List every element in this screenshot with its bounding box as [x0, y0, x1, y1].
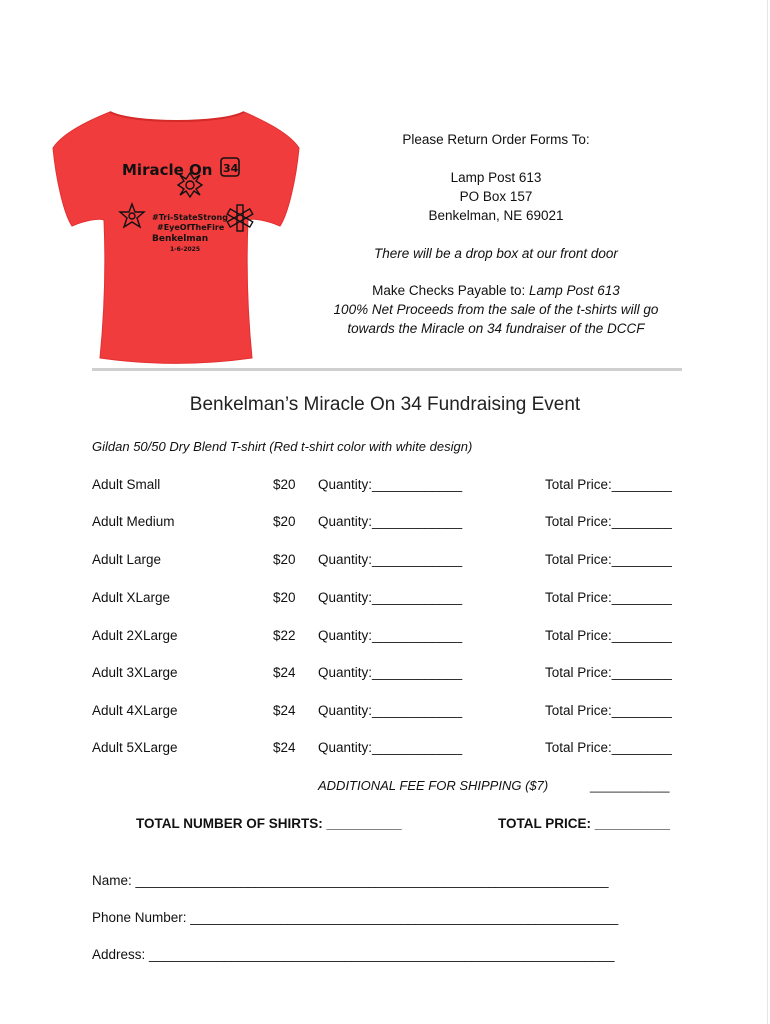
size-label: Adult 3XLarge	[92, 665, 178, 680]
shipping-fee-label: ADDITIONAL FEE FOR SHIPPING ($7)	[318, 778, 549, 793]
total-price-field[interactable]: Total Price:________	[545, 552, 672, 567]
size-label: Adult Large	[92, 552, 162, 567]
quantity-field[interactable]: Quantity:____________	[318, 590, 463, 605]
order-row	[0, 514, 770, 534]
proceeds-line-2: towards the Miracle on 34 fundraiser of the DCCF	[347, 321, 645, 336]
order-row	[0, 477, 770, 497]
address-line-3: Benkelman, NE 69021	[428, 208, 564, 223]
total-price-field[interactable]: Total Price:________	[545, 514, 672, 529]
event-title: Benkelman’s Miracle On 34 Fundraising Event	[189, 394, 581, 415]
return-heading: Please Return Order Forms To:	[402, 132, 590, 147]
phone-field[interactable]: Phone Number: _________________________________________________________	[92, 910, 619, 925]
tshirt-date: 1-6-2025	[170, 246, 201, 253]
total-shirts-field[interactable]: TOTAL NUMBER OF SHIRTS: __________	[136, 816, 402, 831]
page-edge	[767, 0, 768, 1024]
size-label: Adult 4XLarge	[92, 703, 178, 718]
order-row	[0, 665, 770, 685]
price-label: $24	[273, 703, 296, 718]
tshirt-hashtag-2: #EyeOfTheFire	[157, 223, 225, 232]
quantity-field[interactable]: Quantity:____________	[318, 740, 463, 755]
price-label: $20	[273, 590, 296, 605]
order-row	[0, 552, 770, 572]
section-divider	[92, 368, 682, 371]
total-price-field[interactable]: Total Price:________	[545, 590, 672, 605]
quantity-field[interactable]: Quantity:____________	[318, 552, 463, 567]
tshirt-town: Benkelman	[152, 234, 209, 244]
price-label: $24	[273, 740, 296, 755]
order-row	[0, 628, 770, 648]
address-line-1: Lamp Post 613	[450, 170, 542, 185]
quantity-field[interactable]: Quantity:____________	[318, 703, 463, 718]
address-field[interactable]: Address: ______________________________________________________________	[92, 947, 615, 962]
total-price-field[interactable]: Total Price:________	[545, 628, 672, 643]
price-label: $22	[273, 628, 296, 643]
total-price-summary-field[interactable]: TOTAL PRICE: __________	[498, 816, 670, 831]
size-label: Adult Small	[92, 477, 161, 492]
checks-payable	[320, 281, 672, 300]
tshirt-hashtag-1: #Tri-StateStrong	[152, 213, 228, 222]
quantity-field[interactable]: Quantity:____________	[318, 665, 463, 680]
shirt-description: Gildan 50/50 Dry Blend T-shirt (Red t-shirt color with white design)	[92, 439, 473, 454]
tshirt-image	[52, 108, 300, 365]
price-label: $20	[273, 477, 296, 492]
proceeds-line-1: 100% Net Proceeds from the sale of the t-shirts will go	[333, 302, 659, 317]
size-label: Adult 2XLarge	[92, 628, 178, 643]
drop-box-note: There will be a drop box at our front door	[374, 246, 618, 261]
order-row	[0, 740, 770, 760]
checks-label: Make Checks Payable to:	[372, 283, 529, 298]
order-row	[0, 590, 770, 610]
name-field[interactable]: Name: _______________________________________________________________	[92, 873, 609, 888]
total-price-field[interactable]: Total Price:________	[545, 740, 672, 755]
size-label: Adult XLarge	[92, 590, 171, 605]
tshirt-number: 34	[223, 162, 239, 175]
checks-payee: Lamp Post 613	[529, 283, 620, 298]
order-row	[0, 703, 770, 723]
price-label: $24	[273, 665, 296, 680]
quantity-field[interactable]: Quantity:____________	[318, 628, 463, 643]
address-line-2: PO Box 157	[459, 189, 533, 204]
tshirt-title: Miracle On	[122, 161, 213, 179]
shipping-fee-field[interactable]: ___________	[590, 778, 670, 793]
total-price-field[interactable]: Total Price:________	[545, 665, 672, 680]
quantity-field[interactable]: Quantity:____________	[318, 514, 463, 529]
size-label: Adult 5XLarge	[92, 740, 178, 755]
price-label: $20	[273, 514, 296, 529]
size-label: Adult Medium	[92, 514, 175, 529]
total-price-field[interactable]: Total Price:________	[545, 477, 672, 492]
total-price-field[interactable]: Total Price:________	[545, 703, 672, 718]
price-label: $20	[273, 552, 296, 567]
quantity-field[interactable]: Quantity:____________	[318, 477, 463, 492]
